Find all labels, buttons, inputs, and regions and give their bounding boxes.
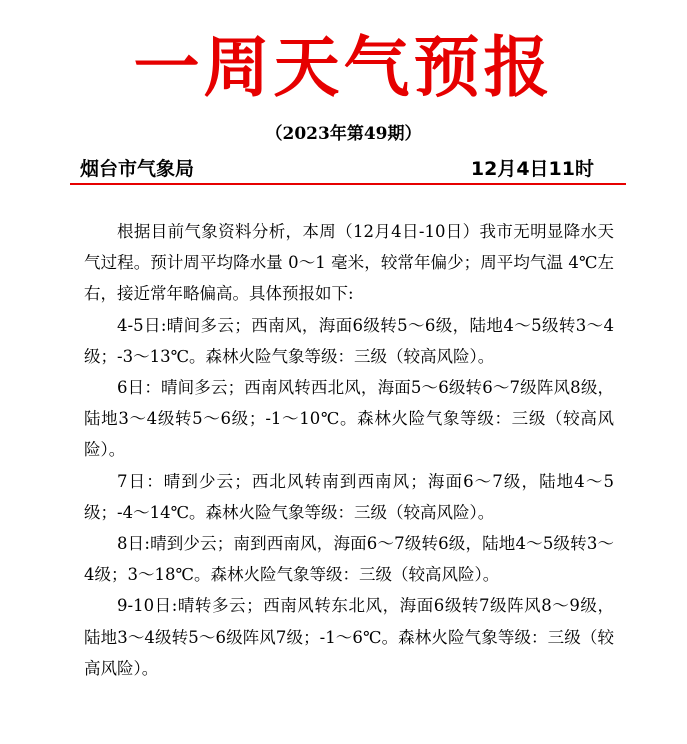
forecast-body <box>84 216 614 684</box>
forecast-day-7: 7日：晴到少云；西北风转南到西南风；海面6～7级，陆地4～5级；-4～14℃。森林火险气象等级：三级（较高风险）。 <box>84 471 614 522</box>
issuing-organization: 烟台市气象局 <box>80 158 195 180</box>
issue-date: 12月4日11时 <box>470 158 594 180</box>
forecast-day-6: 6日：晴间多云；西南风转西北风，海面5～6级转6～7级阵风8级，陆地3～4级转5～6级；-1～10℃。森林火险气象等级：三级（较高风险）。 <box>84 378 614 460</box>
forecast-day-8: 8日:晴到少云；南到西南风，海面6～7级转6级，陆地4～5级转3～4级；3～18℃。森林火险气象等级：三级（较高风险）。 <box>84 534 614 585</box>
forecast-day-4-5: 4-5日:晴间多云；西南风，海面6级转5～6级，陆地4～5级转3～4级；-3～13℃。森林火险气象等级：三级（较高风险）。 <box>84 315 614 366</box>
document-title: 一周天气预报 <box>133 29 554 106</box>
issue-number: （2023年第49期） <box>265 124 422 144</box>
forecast-summary: 根据目前气象资料分析，本周（12月4日-10日）我市无明显降水天气过程。预计周平均降水量 0～1 毫米，较常年偏少；周平均气温 4℃左右，接近常年略偏高。具体预报如下: <box>84 222 614 304</box>
forecast-day-9-10: 9-10日:晴转多云；西南风转东北风，海面6级转7级阵风8～9级，陆地3～4级转5～6级阵风7级；-1～6℃。森林火险气象等级：三级（较高风险）。 <box>84 596 614 678</box>
header-row <box>70 154 622 184</box>
red-divider <box>70 183 626 185</box>
